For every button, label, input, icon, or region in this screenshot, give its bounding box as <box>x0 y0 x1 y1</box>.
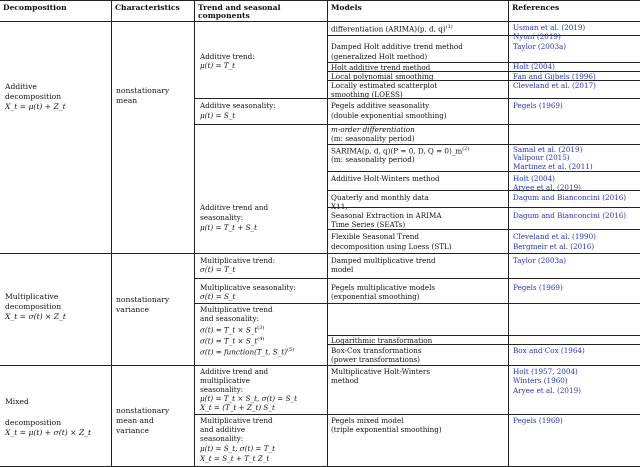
rule-mixed-mid <box>194 414 640 415</box>
add-trend-model-5a: Locally estimated scatterplot <box>331 81 438 90</box>
mixed-characteristics-2: mean and <box>116 416 154 425</box>
mult-model-5: Logarithmic transformation <box>331 336 433 345</box>
rule-mult-season-end <box>194 303 640 304</box>
mixed-formula: X_t = μ(t) + σ(t) × Z_t <box>5 428 92 437</box>
mult-ts-formula-1: σ(t) = T_t × $S\_t^{(3)}$ <box>200 325 265 335</box>
mixed-r1-f1: μ(t) = T_t × S_t, σ(t) = S_t <box>200 394 298 403</box>
header-trend-2: components <box>198 11 250 20</box>
ref-pegels-b[interactable]: Pegels (1969) <box>513 283 563 292</box>
add-ts-model-9: Time Series (SEATs) <box>331 220 406 229</box>
ref-dagum-2[interactable]: Dagum and Bianconcini (2016) <box>513 211 627 220</box>
mixed-name: Mixed <box>5 397 29 406</box>
rule-additive-end <box>0 253 640 254</box>
additive-decomp-word: decomposition <box>5 92 62 101</box>
ref-dagum-1[interactable]: Dagum and Bianconcini (2016) <box>513 193 627 202</box>
mixed-r1-model-1: Multiplicative Holt-Winters <box>331 367 431 376</box>
ref-box-cox[interactable]: Box and Cox (1964) <box>513 346 585 355</box>
add-ts-model-3: SARIMA(p, d, q)(P = 0, D, $Q = 0)\_m^{(2)}$ <box>331 146 470 156</box>
add-trend-model-2a: Damped Holt additive trend method <box>331 42 463 51</box>
mult-model-2: model <box>331 265 354 274</box>
mult-model-7: (power transformations) <box>331 355 420 364</box>
header-references: References <box>512 3 560 12</box>
mixed-r1-l2: multiplicative <box>200 376 250 385</box>
add-ts-model-8: Seasonal Extraction in ARIMA <box>331 211 442 220</box>
add-ts-model-6: Quaterly and monthly data <box>331 193 429 202</box>
add-ts-model-10: Flexible Seasonal Trend <box>331 232 420 241</box>
mult-ts-label-1: Multiplicative trend <box>200 305 273 314</box>
ref-usman[interactable]: Usman et al. (2019) <box>513 23 586 32</box>
ref-cleveland-1990[interactable]: Cleveland et al. (1990) <box>513 232 596 241</box>
ref-taylor-a[interactable]: Taylor (2003a) <box>513 42 567 51</box>
add-ts-model-1: m-order differentiation <box>331 125 415 134</box>
header-characteristics: Characteristics <box>115 3 180 12</box>
vrule-4 <box>508 0 509 467</box>
mixed-r1-l1: Additive trend and <box>200 367 269 376</box>
rule-m6 <box>327 171 640 172</box>
rule-top <box>0 0 640 1</box>
add-ts-label-1: Additive trend and <box>200 203 269 212</box>
mult-ts-formula-2: σ(t) = T_t × $S\_t^{(4)}$ <box>200 336 265 346</box>
mult-decomp-word: decomposition <box>5 302 62 311</box>
ref-taylor-b[interactable]: Taylor (2003a) <box>513 256 567 265</box>
add-trend-formula: μ(t) = T_t <box>200 61 236 70</box>
ref-samal[interactable]: Samal et al. (2019) <box>513 145 583 154</box>
ref-winters[interactable]: Winters (1960) <box>513 376 568 385</box>
additive-characteristics-2: mean <box>116 96 138 105</box>
add-season-model-1: Pegels additive seasonality <box>331 101 430 110</box>
header-trend-1: Trend and seasonal <box>198 3 281 12</box>
mult-ts-label-2: and seasonality: <box>200 314 259 323</box>
add-ts-model-5: Additive Holt-Winters method <box>331 174 440 183</box>
vrule-2 <box>194 0 195 467</box>
add-trend-model-5b: smoothing (LOESS) <box>331 90 403 99</box>
rule-header <box>0 21 640 22</box>
mixed-characteristics: nonstationary <box>116 406 170 415</box>
mixed-characteristics-3: variance <box>116 426 150 435</box>
mult-trend-label: Multiplicative trend: <box>200 256 275 265</box>
ref-aryee-b[interactable]: Aryee et al. (2019) <box>513 386 581 395</box>
ref-pegels-c[interactable]: Pegels (1969) <box>513 416 563 425</box>
mult-formula: X_t = σ(t) × Z_t <box>5 312 66 321</box>
mixed-r2-model-1: Pegels mixed model <box>331 416 404 425</box>
mixed-r2-f1: μ(t) = S_t, σ(t) = T_t <box>200 444 276 453</box>
ref-fan-gijbels[interactable]: Fan and Gijbels (1996) <box>513 72 596 81</box>
ref-holt-2004-b[interactable]: Holt (2004) <box>513 174 555 183</box>
add-trend-model-3: Holt additive trend method <box>331 63 431 72</box>
mult-characteristics-2: variance <box>116 305 150 314</box>
mult-season-formula: σ(t) = S_t <box>200 292 236 301</box>
rule-mult-trend-end <box>194 278 640 279</box>
mult-name: Multiplicative <box>5 292 59 301</box>
mixed-r2-l2: and additive <box>200 425 246 434</box>
add-season-formula: μ(t) = S_t <box>200 111 236 120</box>
rule-m8 <box>327 229 640 230</box>
rule-multiplicative-end <box>0 365 640 366</box>
add-ts-label-2: seasonality: <box>200 213 244 222</box>
ref-holt-1957[interactable]: Holt (1957, 2004) <box>513 367 578 376</box>
additive-name: Additive <box>5 82 37 91</box>
mixed-r2-l3: seasonality: <box>200 434 244 443</box>
mult-season-label: Multiplicative seasonality: <box>200 283 296 292</box>
add-ts-formula: μ(t) = T_t + S_t <box>200 223 258 232</box>
ref-martinez[interactable]: Martinez et al. (2011) <box>513 162 593 171</box>
rule-m1 <box>327 35 640 36</box>
rule-add-trend-end <box>194 98 640 99</box>
mixed-r2-f2: X_t = S_t + T_t Z_t <box>200 454 270 463</box>
ref-bergmeir[interactable]: Bergmeir et al. (2016) <box>513 242 595 251</box>
add-trend-label: Additive trend: <box>200 52 255 61</box>
mult-ts-formula-3: σ(t) = function(T_t, S_t)$^{(5)}$ <box>200 347 295 357</box>
header-decomposition: Decomposition <box>3 3 67 12</box>
mult-trend-formula: σ(t) = T_t <box>200 265 236 274</box>
rule-m11 <box>327 207 640 208</box>
add-trend-model-1: differentiation (ARIMA)(p, d, q)$^{(1)}$ <box>331 24 453 34</box>
mixed-r2-l1: Multiplicative trend <box>200 416 273 425</box>
additive-characteristics: nonstationary <box>116 86 170 95</box>
mult-model-6: Box-Cox transformations <box>331 346 422 355</box>
add-season-model-2: (double exponential smoothing) <box>331 111 447 120</box>
add-ts-model-2: (m: seasonality period) <box>331 134 415 143</box>
mult-characteristics: nonstationary <box>116 295 170 304</box>
ref-pegels-a[interactable]: Pegels (1969) <box>513 101 563 110</box>
ref-cleveland-2017[interactable]: Cleveland et al. (2017) <box>513 81 596 90</box>
rule-m7 <box>327 190 640 191</box>
mixed-r1-model-2: method <box>331 376 359 385</box>
ref-valipour[interactable]: Valipour (2015) <box>513 153 570 162</box>
vrule-1 <box>111 0 112 467</box>
ref-nyoni[interactable]: Nyoni (2019) <box>513 32 561 41</box>
add-trend-model-4: Local polynomial smoothing <box>331 72 434 81</box>
mixed-decomp-word: decomposition <box>5 418 62 427</box>
add-season-label: Additive seasonality: <box>200 101 276 110</box>
rule-add-season-end <box>194 124 640 125</box>
mixed-r1-l3: seasonality: <box>200 385 244 394</box>
ref-holt-2004-a[interactable]: Holt (2004) <box>513 62 555 71</box>
mixed-r2-model-2: (triple exponential smoothing) <box>331 425 442 434</box>
ref-aryee-a[interactable]: Aryee et al. (2019) <box>513 183 581 192</box>
vrule-3 <box>327 0 328 467</box>
mixed-r1-f2: X_t = (T_t + Z_t) S_t <box>200 403 275 412</box>
mult-model-4: (exponential smoothing) <box>331 292 420 301</box>
mult-model-1: Damped multiplicative trend <box>331 256 436 265</box>
mult-model-3: Pegels multiplicative models <box>331 283 436 292</box>
add-ts-model-11: decomposition using Loess (STL) <box>331 242 452 251</box>
add-ts-model-7: X11, <box>331 202 348 211</box>
header-models: Models <box>331 3 362 12</box>
add-trend-model-2b: (generalized Holt method) <box>331 52 428 61</box>
additive-formula: X_t = μ(t) + Z_t <box>5 102 66 111</box>
add-ts-model-4: (m: seasonality period) <box>331 155 415 164</box>
